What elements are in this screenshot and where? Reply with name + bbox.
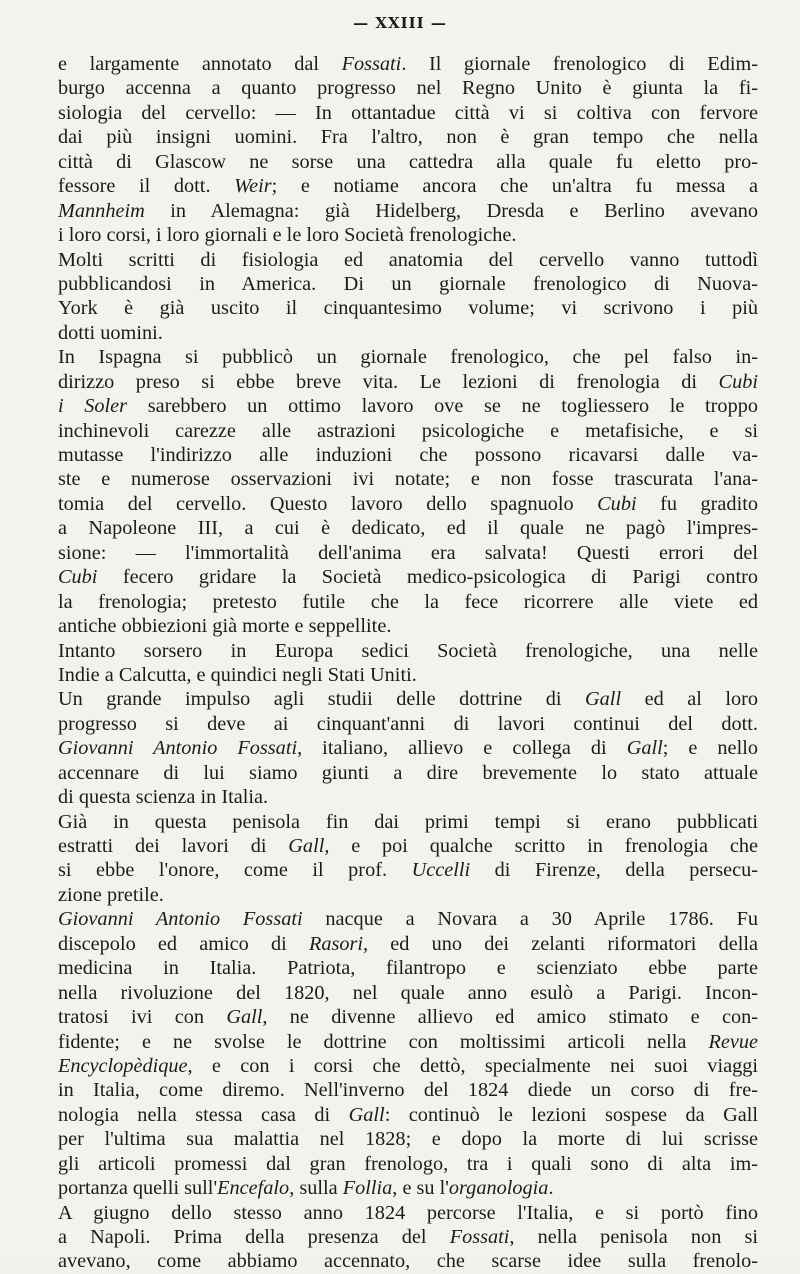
text-line: Giovanni Antonio Fossati, italiano, allievo e collega di Gall; e nello (58, 737, 758, 760)
text-line: tomia del cervello. Questo lavoro dello spagnuolo Cubi fu gradito (58, 492, 758, 515)
text-line: fidente; e ne svolse le dottrine con moltissimi articoli nella Revue (58, 1030, 758, 1053)
text-line: di questa scienza in Italia. (58, 786, 269, 809)
text-line: gli articoli promessi dal gran frenologo, tra i quali sono di alta im- (58, 1152, 758, 1175)
text-line: città di Glascow ne sorse una cattedra alla quale fu eletto pro- (58, 150, 758, 173)
text-line: portanza quelli sull'Encefalo, sulla Follia, e su l'organologia. (58, 1177, 554, 1200)
text-line: Encyclopèdique, e con i corsi che dettò, specialmente nei suoi viaggi (58, 1054, 758, 1077)
text-line: dai più insigni uomini. Fra l'altro, non è gran tempo che nella (58, 126, 758, 149)
text-line: a Napoleone III, a cui è dedicato, ed il quale ne pagò l'impres- (58, 517, 758, 540)
text-line: sione: — l'immortalità dell'anima era salvata! Questi errori del (58, 541, 758, 564)
text-line: medicina in Italia. Patriota, filantropo e scienziato ebbe parte (58, 957, 758, 980)
body-text (58, 52, 758, 1274)
text-line: progresso si deve ai cinquant'anni di lavori continui del dott. (58, 712, 758, 735)
text-line: Cubi fecero gridare la Società medico-psicologica di Parigi contro (58, 566, 758, 589)
text-line: antiche obbiezioni già morte e seppellite. (58, 615, 392, 638)
text-line: Indie a Calcutta, e quindici negli Stati Uniti. (58, 663, 417, 686)
text-line: York è già uscito il cinquantesimo volume; vi scrivono i più (58, 297, 758, 320)
text-line: burgo accenna a quanto progresso nel Regno Unito è giunta la fi- (58, 77, 758, 100)
text-line: e largamente annotato dal Fossati. Il giornale frenologico di Edim- (58, 53, 758, 75)
text-line: avevano, come abbiamo accennato, che scarse idee sulla frenolo- (58, 1250, 758, 1273)
text-line: zione pretile. (58, 883, 164, 906)
text-line: si ebbe l'onore, come il prof. Uccelli di Firenze, della persecu- (58, 859, 758, 882)
text-line: In Ispagna si pubblicò un giornale frenologico, che pel falso in- (58, 346, 758, 369)
text-line: i loro corsi, i loro giornali e le loro Società frenologiche. (58, 224, 517, 247)
text-line: ste e numerose osservazioni ivi notate; e non fosse trascurata l'ana- (58, 468, 758, 491)
text-line: Intanto sorsero in Europa sedici Società frenologiche, una nelle (58, 639, 758, 662)
page-number: — XXIII — (353, 14, 447, 32)
text-line: tratosi ivi con Gall, ne divenne allievo ed amico stimato e con- (58, 1006, 758, 1029)
text-line: nella rivoluzione del 1820, nel quale anno esulò a Parigi. Incon- (58, 981, 758, 1004)
text-line: nologia nella stessa casa di Gall: continuò le lezioni sospese da Gall (58, 1103, 758, 1126)
text-line: la frenologia; pretesto futile che la fece ricorrere alle viete ed (58, 590, 758, 613)
text-line: Molti scritti di fisiologia ed anatomia del cervello vanno tuttodì (58, 248, 758, 271)
text-line: per l'ultima sua malattia nel 1828; e dopo la morte di lui scrisse (58, 1128, 758, 1151)
text-line: A giugno dello stesso anno 1824 percorse l'Italia, e si portò fino (58, 1201, 758, 1224)
text-line: fessore il dott. Weir; e notiame ancora che un'altra fu messa a (58, 175, 758, 198)
text-line: i Soler sarebbero un ottimo lavoro ove se ne togliessero le troppo (58, 395, 758, 418)
text-line: inchinevoli carezze alle astrazioni psicologiche e metafisiche, e si (58, 419, 758, 442)
text-line: Un grande impulso agli studii delle dottrine di Gall ed al loro (58, 688, 758, 711)
text-line: dirizzo preso si ebbe breve vita. Le lezioni di frenologia di Cubi (58, 370, 758, 393)
text-line: estratti dei lavori di Gall, e poi qualche scritto in frenologia che (58, 835, 758, 857)
text-line: Giovanni Antonio Fossati nacque a Novara a 30 Aprile 1786. Fu (58, 908, 758, 931)
text-line: pubblicandosi in America. Di un giornale frenologico di Nuova- (58, 272, 758, 295)
text-line: discepolo ed amico di Rasori, ed uno dei zelanti riformatori della (58, 932, 758, 955)
text-line: accennare di lui siamo giunti a dire brevemente lo stato attuale (58, 761, 758, 784)
text-line: Mannheim in Alemagna: già Hidelberg, Dresda e Berlino avevano (58, 199, 758, 222)
text-line: siologia del cervello: — In ottantadue città vi si coltiva con fervore (58, 101, 758, 124)
text-line: Già in questa penisola fin dai primi tempi si erano pubblicati (58, 810, 758, 833)
text-line: in Italia, come diremo. Nell'inverno del 1824 diede un corso di fre- (58, 1079, 758, 1102)
text-line: mutasse l'indirizzo alle induzioni che possono ricavarsi dalle va- (58, 444, 758, 466)
text-line: a Napoli. Prima della presenza del Fossati, nella penisola non si (58, 1226, 758, 1248)
text-line: dotti uomini. (58, 321, 163, 344)
